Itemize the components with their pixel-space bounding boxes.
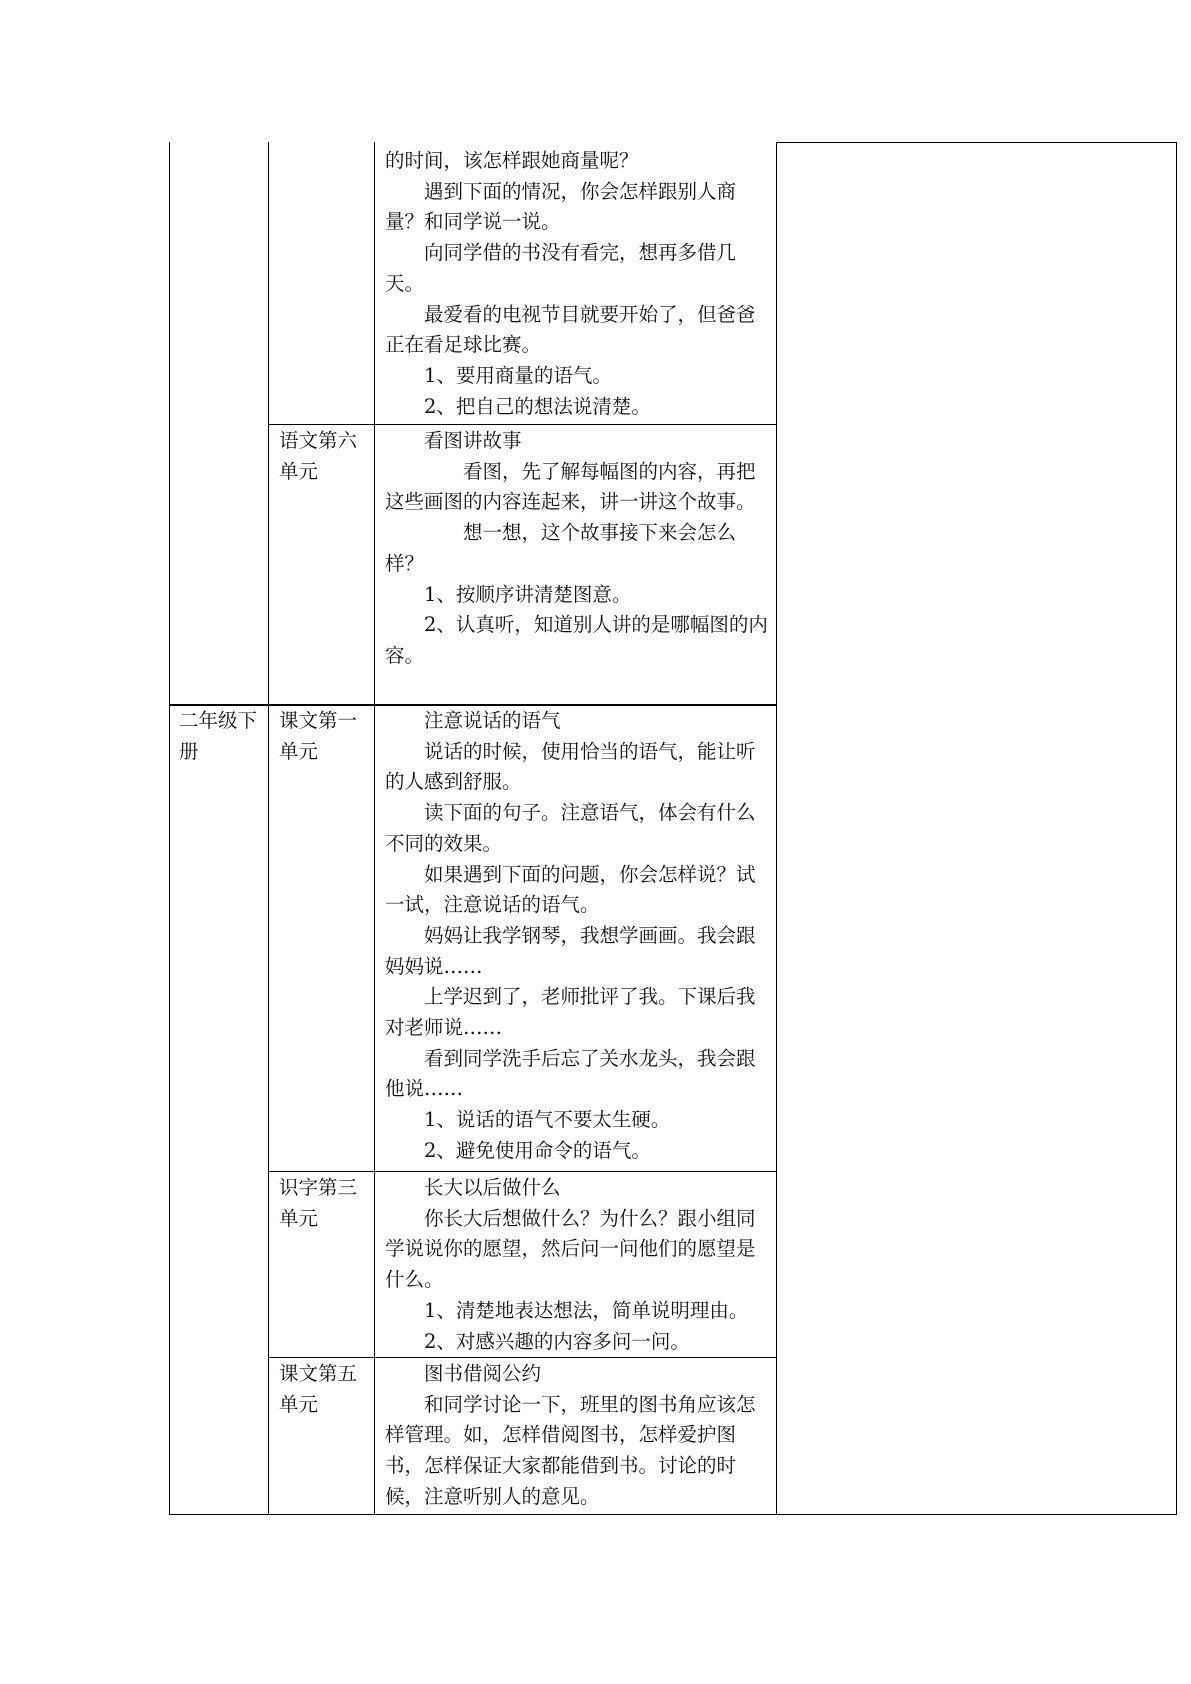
content-paragraph: 的时间，该怎样跟她商量呢？ — [385, 149, 639, 172]
content-paragraph: 1、清楚地表达想法，简单说明理由。 — [424, 1298, 749, 1322]
grade-cell — [179, 706, 259, 767]
content-paragraph: 1、说话的语气不要太生硬。 — [424, 1108, 671, 1132]
content-paragraph: 向同学借的书没有看完，想再多借几天。 — [385, 241, 737, 295]
content-paragraph: 读下面的句子。注意语气，体会有什么不同的效果。 — [385, 801, 756, 855]
content-paragraph: 2、把自己的想法说清楚。 — [424, 394, 651, 418]
table-border-right — [1176, 142, 1177, 1515]
unit-cell — [279, 706, 365, 767]
unit-label: 课文第五单元 — [279, 1362, 358, 1416]
content-paragraph: 长大以后做什么 — [424, 1176, 561, 1199]
column-divider-2 — [374, 142, 375, 1515]
row-divider-3 — [268, 1171, 776, 1172]
content-paragraph: 想一想，这个故事接下来会怎么样？ — [385, 521, 737, 575]
grade-label: 二年级下册 — [179, 709, 258, 763]
column-divider-3 — [776, 142, 777, 1515]
content-paragraph: 图书借阅公约 — [424, 1362, 542, 1385]
content-paragraph: 2、避免使用命令的语气。 — [424, 1138, 651, 1162]
unit-cell — [279, 1173, 365, 1234]
content-paragraph: 注意说话的语气 — [424, 709, 561, 732]
unit-cell — [279, 426, 365, 487]
unit-label: 识字第三单元 — [279, 1176, 358, 1230]
table-row — [385, 1173, 768, 1357]
table-row — [385, 146, 768, 422]
content-paragraph: 看到同学洗手后忘了关水龙头，我会跟他说…… — [385, 1046, 756, 1101]
content-paragraph: 2、认真听，知道别人讲的是哪幅图的内容。 — [385, 613, 768, 667]
table-row — [385, 706, 768, 1167]
content-paragraph: 最爱看的电视节目就要开始了，但爸爸正在看足球比赛。 — [385, 302, 756, 357]
content-paragraph: 看图讲故事 — [424, 429, 522, 452]
notes-column-top-border — [776, 142, 1177, 143]
unit-cell — [279, 1359, 365, 1420]
table-border-left — [169, 142, 170, 1515]
content-paragraph: 2、对感兴趣的内容多问一问。 — [424, 1329, 690, 1353]
row-divider-1 — [268, 424, 776, 425]
table-row — [385, 1359, 768, 1513]
content-paragraph: 如果遇到下面的问题，你会怎样说？试一试，注意说话的语气。 — [385, 862, 756, 917]
unit-label: 课文第一单元 — [279, 709, 358, 763]
unit-label: 语文第六单元 — [279, 429, 358, 483]
content-paragraph: 上学迟到了，老师批评了我。下课后我对老师说…… — [385, 985, 756, 1040]
content-paragraph: 妈妈让我学钢琴，我想学画画。我会跟妈妈说…… — [385, 923, 756, 978]
content-paragraph: 遇到下面的情况，你会怎样跟别人商量？和同学说一说。 — [385, 179, 737, 234]
content-paragraph: 1、按顺序讲清楚图意。 — [424, 582, 632, 606]
column-divider-1 — [268, 142, 269, 1515]
content-paragraph: 看图，先了解每幅图的内容，再把这些画图的内容连起来，讲一讲这个故事。 — [385, 459, 756, 514]
content-paragraph: 和同学讨论一下，班里的图书角应该怎样管理。如，怎样借阅图书，怎样爱护图书，怎样保证大家都能借到书。讨论的时候，注意听别人的意见。 — [385, 1392, 756, 1508]
content-paragraph: 1、要用商量的语气。 — [424, 363, 612, 387]
content-paragraph: 你长大后想做什么？为什么？跟小组同学说说你的愿望，然后问一问他们的愿望是什么。 — [385, 1206, 756, 1292]
table-row — [385, 426, 768, 672]
table-border-bottom — [169, 1514, 1177, 1515]
content-paragraph: 说话的时候，使用恰当的语气，能让听的人感到舒服。 — [385, 739, 756, 794]
